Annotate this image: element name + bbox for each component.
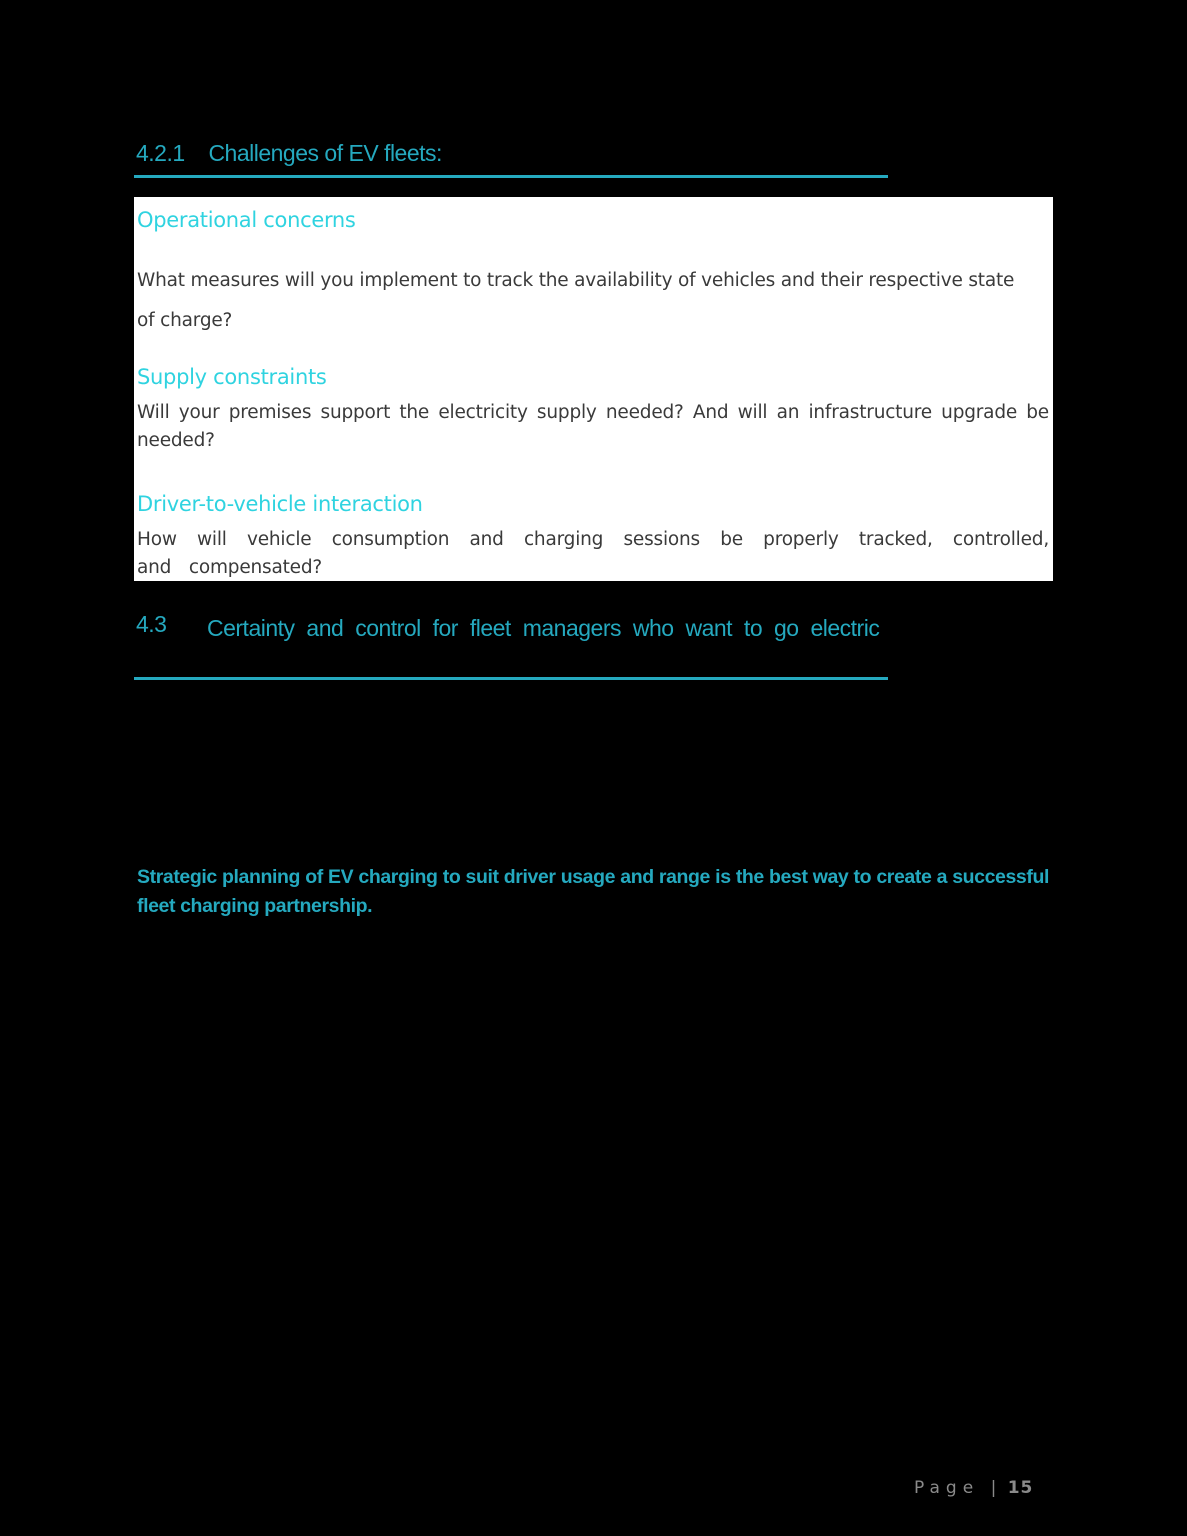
section-title: Certainty and control for fleet managers who want to go electric bbox=[207, 615, 880, 641]
heading-underline bbox=[134, 677, 888, 680]
section-number: 4.2.1 bbox=[136, 140, 185, 166]
challenges-box bbox=[134, 197, 1053, 581]
page-separator: | bbox=[990, 1478, 997, 1498]
challenge-heading-operational: Operational concerns bbox=[137, 208, 356, 232]
section-title: Challenges of EV fleets: bbox=[208, 140, 442, 166]
challenge-text-operational-line2: of charge? bbox=[137, 310, 233, 331]
strategic-planning-callout: Strategic planning of EV charging to suit driver usage and range is the best way to create a successful fleet charging partnership. bbox=[137, 866, 1049, 917]
heading-underline bbox=[134, 175, 888, 178]
challenge-text-driver: How will vehicle consumption and charging sessions be properly tracked, controlled, and compensated? bbox=[137, 529, 1049, 578]
section-heading-4-2-1 bbox=[136, 140, 896, 167]
section-number: 4.3 bbox=[136, 611, 167, 637]
challenge-text-supply: Will your premises support the electricity supply needed? And will an infrastructure upgrade be needed? bbox=[137, 402, 1049, 451]
page-number: 15 bbox=[1007, 1478, 1034, 1498]
challenge-text-operational-line1: What measures will you implement to track the availability of vehicles and their respective state bbox=[137, 270, 1015, 291]
page-footer bbox=[914, 1478, 1033, 1498]
challenge-heading-supply: Supply constraints bbox=[137, 365, 327, 389]
page-label: Page bbox=[914, 1478, 980, 1498]
challenge-heading-driver: Driver-to-vehicle interaction bbox=[137, 492, 423, 516]
